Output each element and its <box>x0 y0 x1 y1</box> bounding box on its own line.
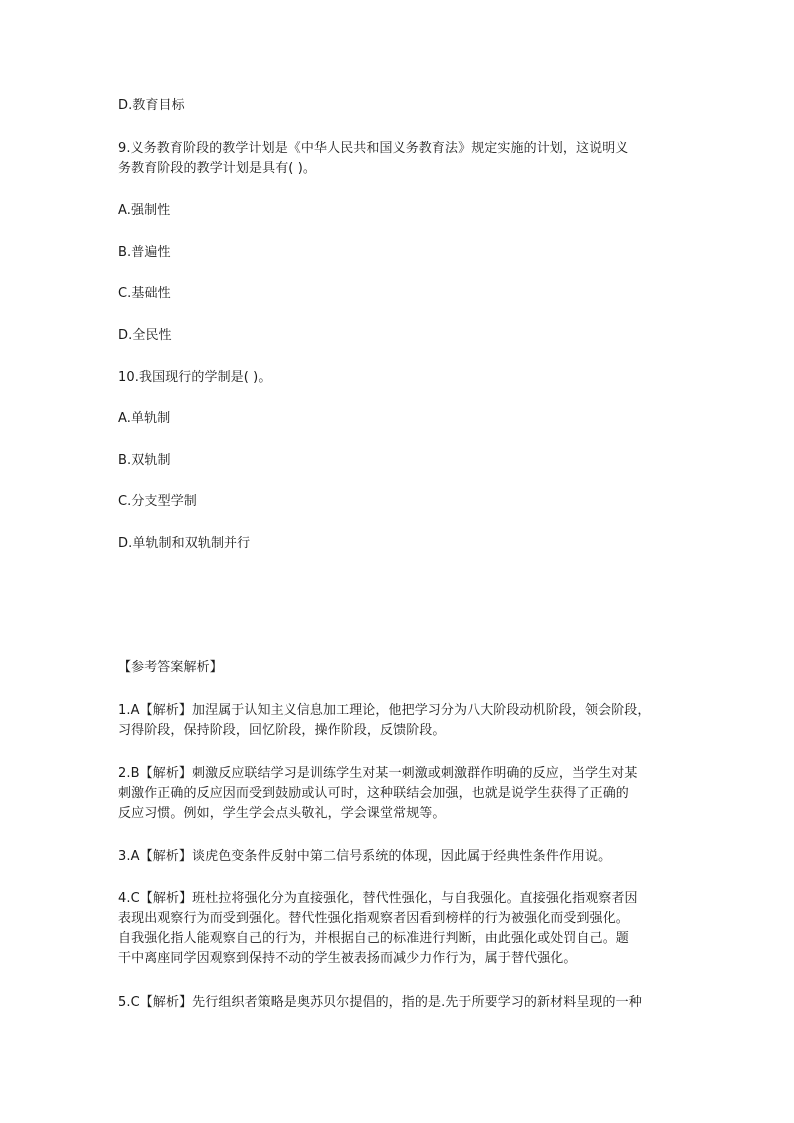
answer-4-line-4: 干中离座同学因观察到保持不动的学生被表扬而减少力作行为，属于替代强化。 <box>118 951 577 966</box>
answer-2-line-2: 刺激作正确的反应因而受到鼓励或认可时，这种联结会加强，也就是说学生获得了正确的 <box>118 786 629 801</box>
q10-option-a: A.单轨制 <box>118 411 171 426</box>
q10-option-c: C.分支型学制 <box>118 494 197 509</box>
q9-option-c: C.基础性 <box>118 286 171 301</box>
answer-5-line-1: 5.C【解析】先行组织者策略是奥苏贝尔提倡的，指的是.先于所要学习的新材料呈现的一种 <box>118 995 642 1010</box>
answer-4-line-3: 自我强化指人能观察自己的行为，并根据自己的标准进行判断，由此强化或处罚自己。题 <box>118 931 629 946</box>
q10-option-d: D.单轨制和双轨制并行 <box>118 536 251 551</box>
q9-option-a: A.强制性 <box>118 203 171 218</box>
q8-option-d: D.教育目标 <box>118 98 185 113</box>
answer-3-line-1: 3.A【解析】谈虎色变条件反射中第二信号系统的体现，因此属于经典性条件作用说。 <box>118 849 612 864</box>
q10-stem: 10.我国现行的学制是( )。 <box>118 370 272 385</box>
answer-4-line-1: 4.C【解析】班杜拉将强化分为直接强化，替代性强化，与自我强化。直接强化指观察者因 <box>118 891 638 906</box>
answers-heading: 【参考答案解析】 <box>118 660 223 675</box>
q9-stem-line-2: 务教育阶段的教学计划是具有( )。 <box>118 161 316 176</box>
answer-4-line-2: 表现出观察行为而受到强化。替代性强化指观察者因看到榜样的行为被强化而受到强化。 <box>118 911 629 926</box>
answer-2-line-1: 2.B【解析】刺激反应联结学习是训练学生对某一刺激或刺激群作明确的反应，当学生对某 <box>118 766 638 781</box>
answer-2-line-3: 反应习惯。例如，学生学会点头敬礼，学会课堂常规等。 <box>118 806 446 821</box>
q9-option-b: B.普遍性 <box>118 245 171 260</box>
answer-1-line-1: 1.A【解析】加涅属于认知主义信息加工理论，他把学习分为八大阶段动机阶段，领会阶段， <box>118 703 651 718</box>
q9-option-d: D.全民性 <box>118 328 172 343</box>
answer-1-line-2: 习得阶段，保持阶段，回忆阶段，操作阶段，反馈阶段。 <box>118 723 446 738</box>
q9-stem-line-1: 9.义务教育阶段的教学计划是《中华人民共和国义务教育法》规定实施的计划，这说明义 <box>118 141 629 156</box>
q10-option-b: B.双轨制 <box>118 453 171 468</box>
